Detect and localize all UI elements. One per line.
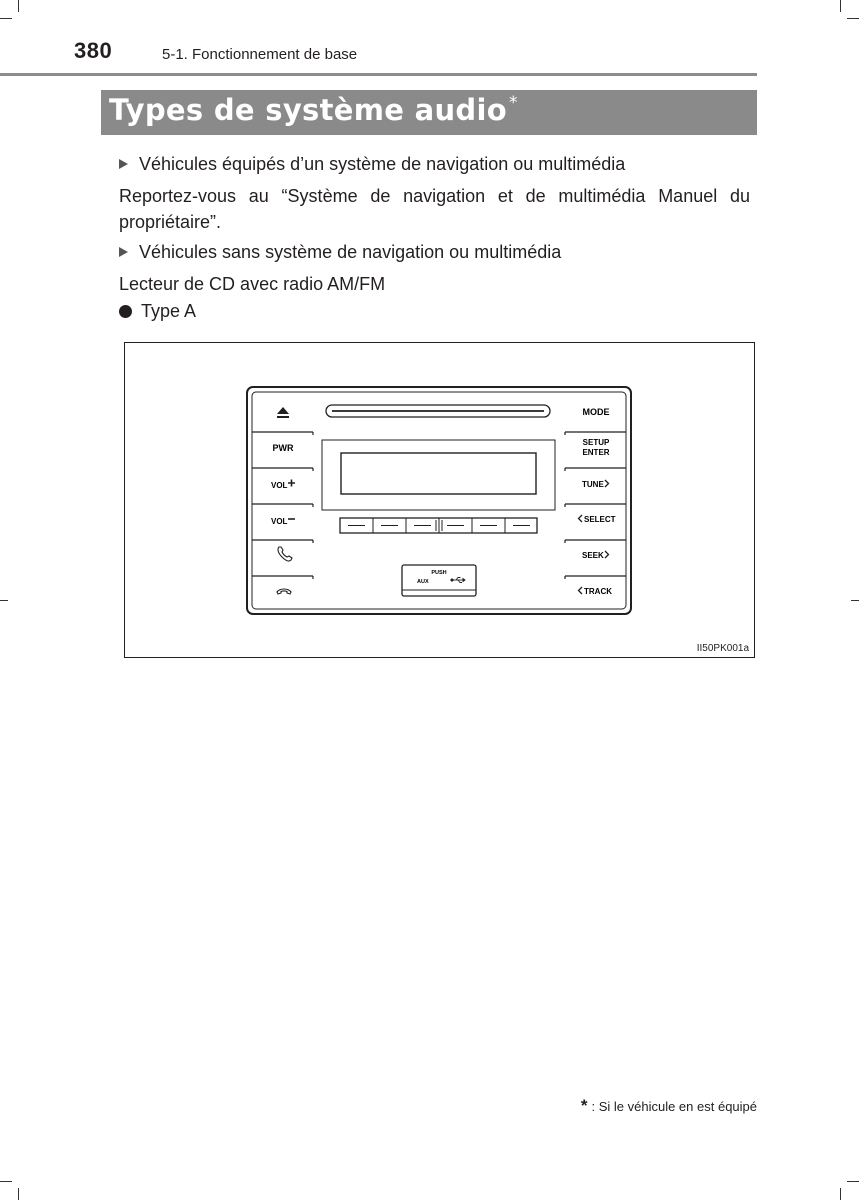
select-label: SELECT — [584, 515, 616, 524]
crop-mark — [840, 0, 841, 12]
audio-unit-figure — [124, 342, 755, 658]
figure-code: II50PK001a — [696, 643, 749, 654]
vol-up-label: VOL — [271, 481, 288, 490]
crop-mark — [18, 1188, 19, 1200]
crop-mark — [0, 600, 8, 601]
crop-mark — [847, 1181, 859, 1182]
triangle-bullet-icon — [119, 247, 128, 257]
paragraph-cd-radio: Lecteur de CD avec radio AM/FM — [119, 274, 386, 294]
display-screen — [341, 453, 536, 494]
paragraph-reference: Reportez-vous au “Système de navigation et de multimédia Manuel du propriétaire”. — [119, 186, 750, 232]
head-unit-bezel — [247, 387, 631, 614]
bullet-no-navigation-text: Véhicules sans système de navigation ou multimédia — [139, 242, 562, 262]
pwr-button[interactable]: PWR — [272, 443, 294, 453]
setup-enter-button[interactable] — [582, 438, 610, 457]
crop-mark — [18, 0, 19, 12]
volume-up-button[interactable] — [271, 480, 295, 491]
crop-mark — [0, 18, 12, 19]
crop-mark — [0, 1181, 12, 1182]
section-label: 5-1. Fonctionnement de base — [162, 46, 358, 63]
title-bar — [101, 90, 757, 135]
volume-down-button[interactable] — [271, 517, 295, 526]
chevron-right-icon — [605, 480, 609, 487]
vol-down-label: VOL — [271, 517, 288, 526]
header-divider — [0, 73, 757, 76]
crop-mark — [847, 18, 859, 19]
title-footnote-marker: * — [508, 93, 518, 113]
track-button[interactable] — [579, 587, 613, 596]
chevron-left-icon — [579, 587, 583, 594]
phone-answer-icon[interactable] — [278, 547, 292, 561]
circle-bullet-icon — [119, 305, 132, 318]
triangle-bullet-icon — [119, 159, 128, 169]
usb-push-label: PUSH — [431, 570, 447, 576]
page-title — [109, 93, 518, 127]
audio-unit-illustration — [125, 343, 754, 657]
crop-mark — [840, 1188, 841, 1200]
seek-label: SEEK — [582, 551, 604, 560]
footnote — [0, 1096, 757, 1116]
bullet-navigation-text: Véhicules équipés d’un système de navigation ou multimédia — [139, 154, 626, 174]
select-button[interactable] — [579, 515, 616, 524]
bullet-no-navigation — [119, 242, 561, 263]
footnote-text: : Si le véhicule en est équipé — [591, 1099, 757, 1114]
crop-mark — [851, 600, 859, 601]
plus-icon — [288, 480, 295, 487]
chevron-left-icon — [579, 515, 583, 522]
enter-label: ENTER — [582, 448, 610, 457]
type-a-label: Type A — [141, 301, 197, 321]
tune-button[interactable] — [582, 480, 609, 489]
tune-label: TUNE — [582, 480, 604, 489]
seek-button[interactable] — [582, 551, 609, 560]
phone-hangup-icon[interactable] — [277, 589, 291, 594]
type-a-item — [119, 301, 196, 322]
track-label: TRACK — [584, 587, 612, 596]
bullet-navigation — [119, 154, 625, 175]
page-title-text: Types de système audio — [109, 93, 507, 127]
page-number: 380 — [74, 38, 113, 63]
eject-icon[interactable] — [277, 407, 289, 418]
setup-label: SETUP — [582, 438, 610, 447]
footnote-marker: * — [580, 1096, 588, 1115]
usb-icon[interactable] — [451, 578, 465, 583]
chevron-right-icon — [605, 551, 609, 558]
mode-button[interactable]: MODE — [582, 407, 610, 417]
aux-label[interactable]: AUX — [417, 579, 429, 585]
display-frame — [322, 440, 555, 510]
